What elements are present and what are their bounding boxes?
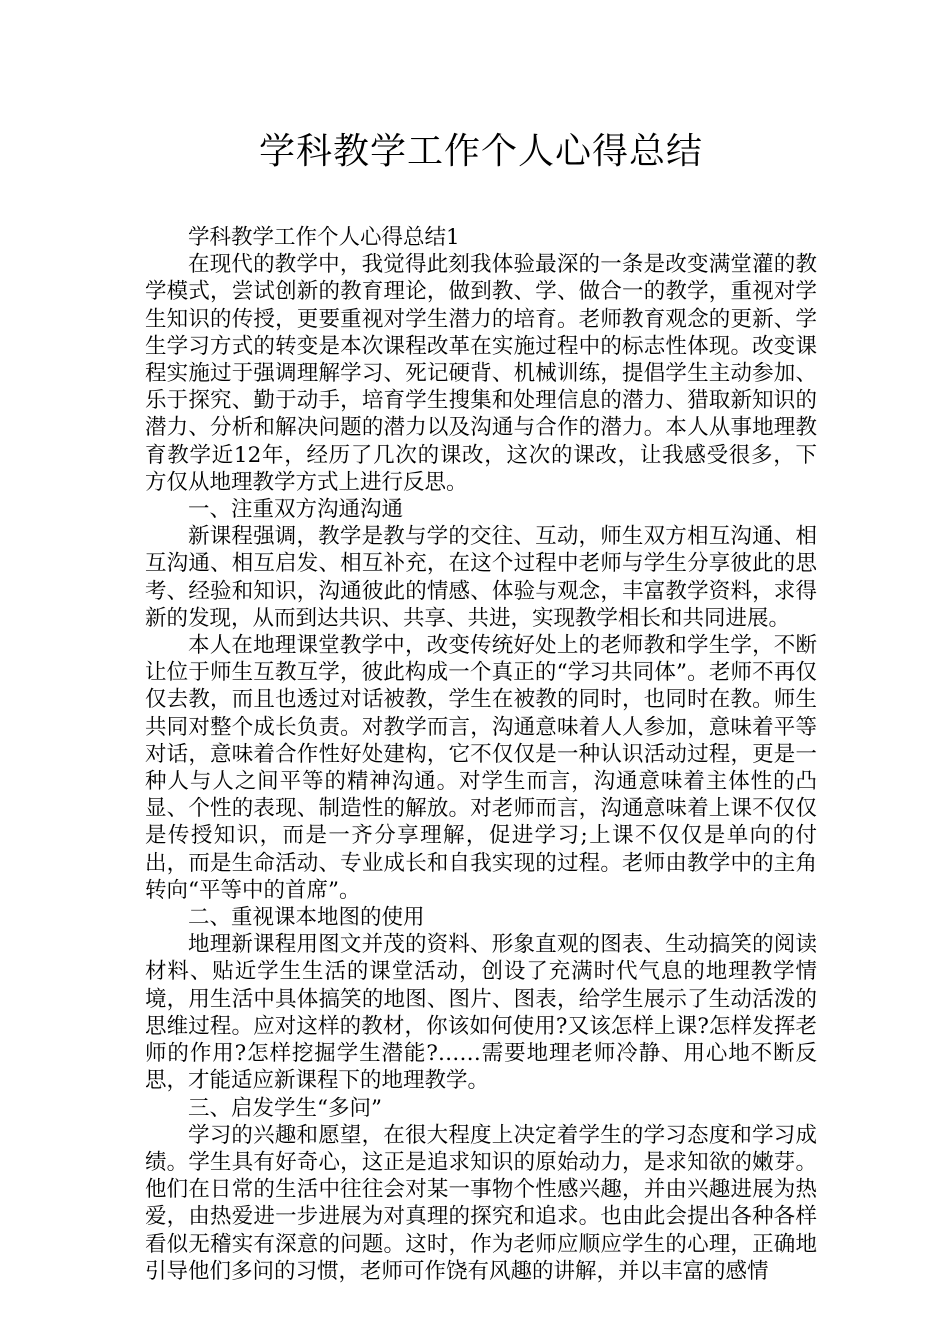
document-body: [145, 224, 817, 1285]
paragraph-intro: 在现代的教学中，我觉得此刻我体验最深的一条是改变满堂灌的教学模式，尝试创新的教育理论，做到教、学、做合一的教学，重视对学生知识的传授，更要重视对学生潜力的培育。老师教育观念的更新、学生学习方式的转变是本次课程改革在实施过程中的标志性体现。改变课程实施过于强调理解学习、死记硬背、机械训练，提倡学生主动参加、乐于探究、勤于动手，培育学生搜集和处理信息的潜力、猎取新知识的潜力、分析和解决问题的潜力以及沟通与合作的潜力。本人从事地理教育教学近12年，经历了几次的课改，这次的课改，让我感受很多，下方仅从地理教学方式上进行反思。: [145, 252, 817, 495]
paragraph-new-curriculum: 新课程强调，教学是教与学的交往、互动，师生双方相互沟通、相互沟通、相互启发、相互补充，在这个过程中老师与学生分享彼此的思考、经验和知识，沟通彼此的情感、体验与观念，丰富教学资料，求得新的发现，从而到达共识、共享、共进，实现教学相长和共同进展。: [145, 524, 817, 631]
paragraph-classroom-teaching: 本人在地理课堂教学中，改变传统好处上的老师教和学生学，不断让位于师生互教互学，彼此构成一个真正的“学习共同体”。老师不再仅仅去教，而且也透过对话被教，学生在被教的同时，也同时在教。师生共同对整个成长负责。对教学而言，沟通意味着人人参加，意味着平等对话，意味着合作性好处建构，它不仅仅是一种认识活动过程，更是一种人与人之间平等的精神沟通。对学生而言，沟通意味着主体性的凸显、个性的表现、制造性的解放。对老师而言，沟通意味着上课不仅仅是传授知识，而是一齐分享理解，促进学习;上课不仅仅是单向的付出，而是生命活动、专业成长和自我实现的过程。老师由教学中的主角转向“平等中的首席”。: [145, 633, 817, 903]
section-heading-maps: 二、重视课本地图的使用: [188, 905, 425, 931]
paragraph-heading-1: 学科教学工作个人心得总结1: [188, 225, 460, 250]
section-heading-questions: 三、启发学生“多问”: [188, 1095, 382, 1121]
section-heading-communication: 一、注重双方沟通沟通: [188, 497, 404, 523]
document-page: [145, 128, 817, 1285]
document-title: 学科教学工作个人心得总结: [258, 131, 703, 172]
paragraph-geography-materials: 地理新课程用图文并茂的资料、形象直观的图表、生动搞笑的阅读材料、贴近学生生活的课堂活动，创设了充满时代气息的地理教学情境，用生活中具体搞笑的地图、图片、图表，给学生展示了生动活泼的思维过程。应对这样的教材，你该如何使用?又该怎样上课?怎样发挥老师的作用?怎样挖掘学生潜能?……需要地理老师冷静、用心地不断反思，才能适应新课程下的地理教学。: [145, 932, 817, 1094]
paragraph-interest: 学习的兴趣和愿望，在很大程度上决定着学生的学习态度和学习成绩。学生具有好奇心，这正是追求知识的原始动力，是求知欲的嫩芽。他们在日常的生活中往往会对某一事物个性感兴趣，并由兴趣进展为热爱，由热爱进一步进展为对真理的探究和追求。也由此会提出各种各样看似无稽实有深意的问题。这时，作为老师应顺应学生的心理，正确地引导他们多问的习惯，老师可作饶有风趣的讲解，并以丰富的感情: [145, 1122, 817, 1284]
